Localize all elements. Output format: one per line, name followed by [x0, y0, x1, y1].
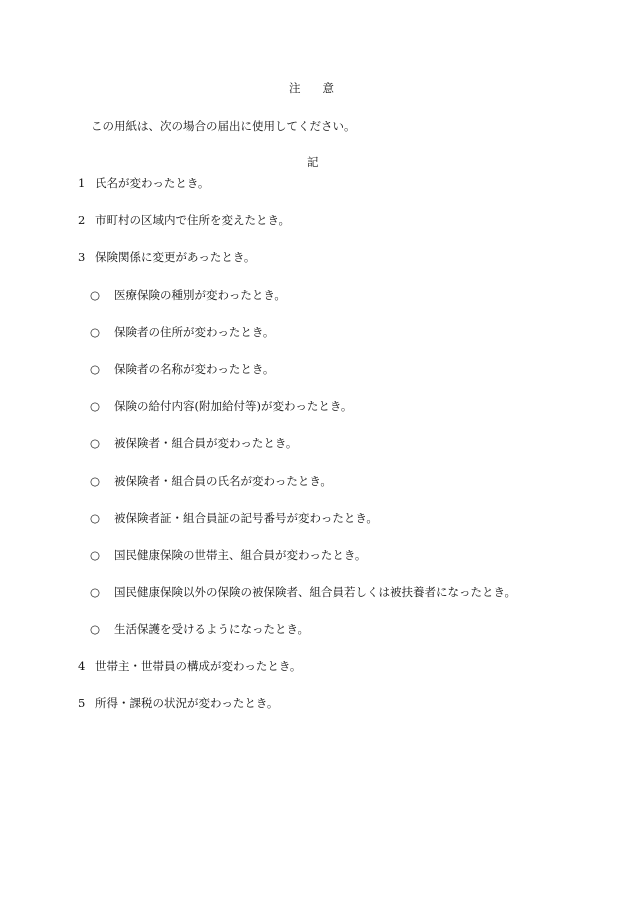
sub-item-text: 国民健康保険以外の保険の被保険者、組合員若しくは被扶養者になったとき。	[114, 585, 517, 599]
sub-list-item	[90, 362, 274, 376]
item-text: 所得・課税の状況が変わったとき。	[95, 696, 279, 710]
sub-item-text: 被保険者証・組合員証の記号番号が変わったとき。	[114, 511, 378, 525]
item-number: 2	[78, 213, 86, 227]
sub-item-text: 国民健康保険の世帯主、組合員が変わったとき。	[114, 548, 367, 562]
item-number: 5	[78, 696, 86, 710]
list-item	[78, 696, 278, 710]
sub-item-text: 被保険者・組合員が変わったとき。	[114, 436, 298, 450]
sub-list-item	[90, 325, 274, 339]
list-item	[78, 250, 255, 264]
page-title	[289, 81, 334, 95]
list-item	[78, 213, 290, 227]
sub-item-text: 保険者の名称が変わったとき。	[114, 362, 275, 376]
item-text: 市町村の区域内で住所を変えたとき。	[95, 213, 291, 227]
circle-icon: ○	[90, 548, 101, 562]
sub-list-item	[90, 288, 286, 302]
item-number: 4	[78, 659, 86, 673]
list-item	[78, 176, 209, 190]
circle-icon: ○	[90, 288, 101, 302]
title-char-1: 注	[289, 81, 301, 95]
circle-icon: ○	[90, 325, 101, 339]
section-mark: 記	[307, 155, 319, 169]
sub-list-item	[90, 548, 366, 562]
sub-item-text: 被保険者・組合員の氏名が変わったとき。	[114, 474, 332, 488]
list-item	[78, 659, 301, 673]
item-number: 3	[78, 250, 86, 264]
sub-item-text: 生活保護を受けるようになったとき。	[114, 622, 310, 636]
sub-list-item	[90, 622, 309, 636]
sub-list-item	[90, 399, 352, 413]
intro-text: この用紙は、次の場合の届出に使用してください。	[91, 119, 356, 133]
circle-icon: ○	[90, 399, 101, 413]
title-char-2: 意	[322, 81, 334, 95]
circle-icon: ○	[90, 436, 101, 450]
sub-list-item	[90, 474, 332, 488]
sub-list-item	[90, 511, 378, 525]
sub-item-text: 保険の給付内容(附加給付等)が変わったとき。	[114, 399, 353, 413]
sub-list-item	[90, 436, 297, 450]
item-text: 保険関係に変更があったとき。	[95, 250, 256, 264]
item-text: 氏名が変わったとき。	[95, 176, 210, 190]
item-text: 世帯主・世帯員の構成が変わったとき。	[95, 659, 302, 673]
circle-icon: ○	[90, 474, 101, 488]
circle-icon: ○	[90, 362, 101, 376]
circle-icon: ○	[90, 511, 101, 525]
sub-item-text: 保険者の住所が変わったとき。	[114, 325, 275, 339]
sub-list-item	[90, 585, 516, 599]
circle-icon: ○	[90, 622, 101, 636]
item-number: 1	[78, 176, 86, 190]
sub-item-text: 医療保険の種別が変わったとき。	[114, 288, 286, 302]
circle-icon: ○	[90, 585, 101, 599]
